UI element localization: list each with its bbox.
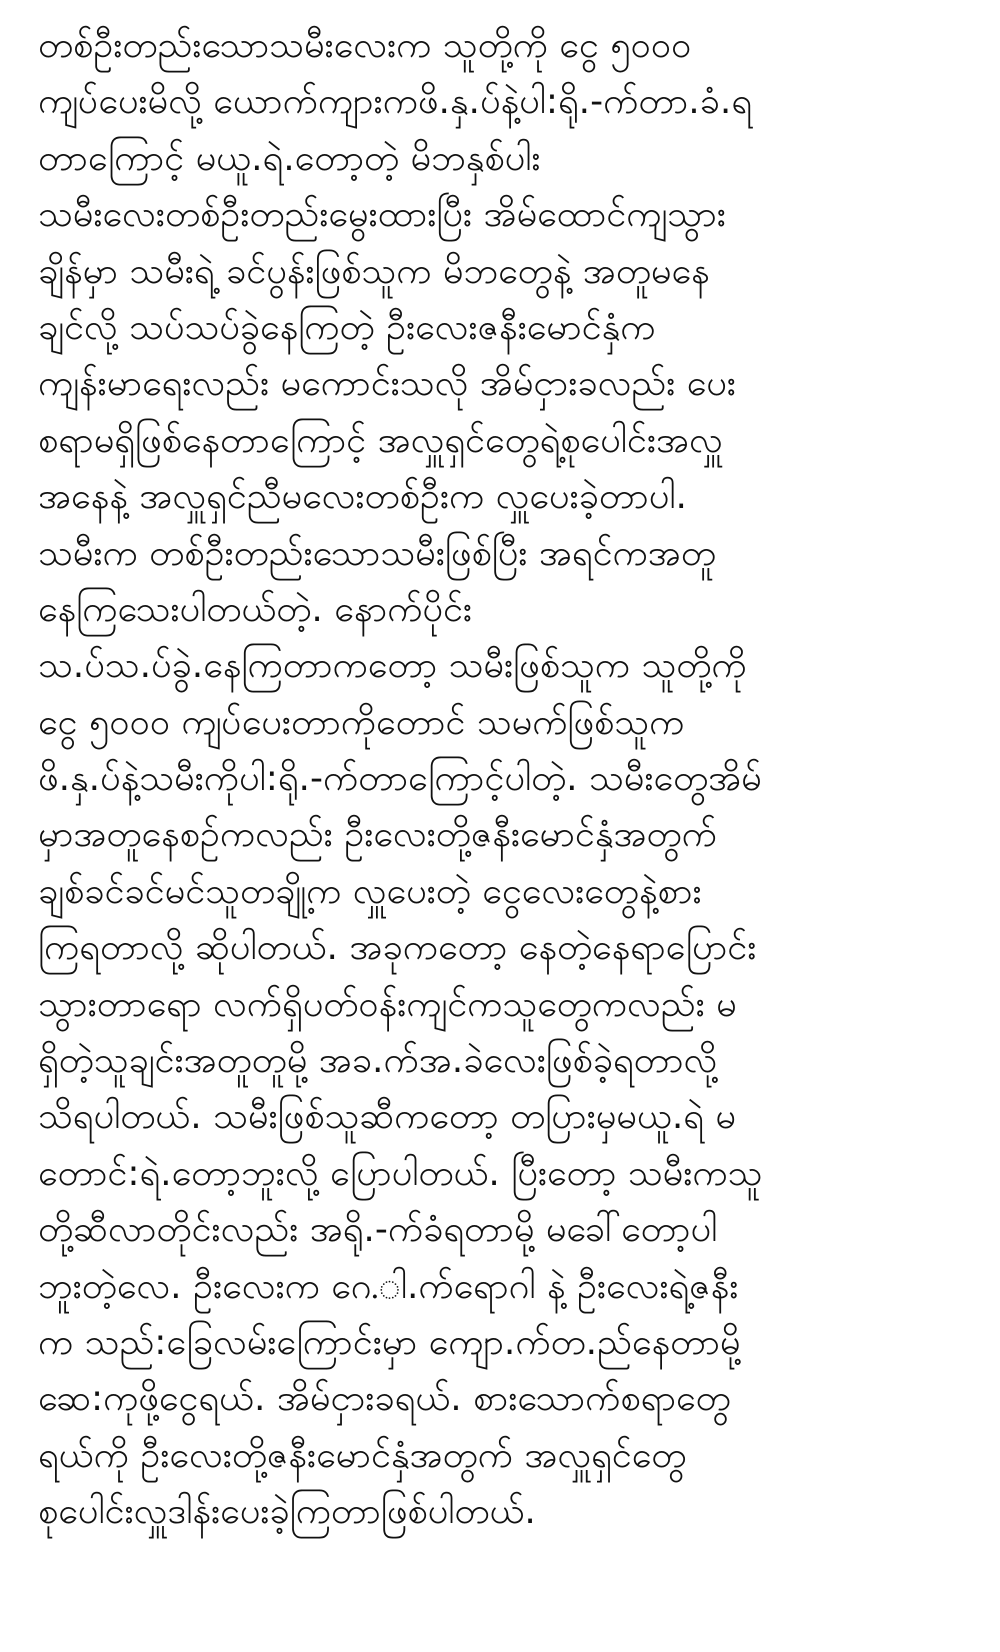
text-line: ကျန်းမာရေးလည်း မကောင်းသလို အိမ်ငှားခလည်း ပေး (38, 363, 736, 405)
text-line: ဘူးတဲ့လေ. ဦးလေးက ဂေ.ါ.က်ရောဂါ နဲ့ ဦးလေးရဲ့ဇနီး (38, 1265, 739, 1307)
text-line: ဆေ:ကုဖို့ငွေရယ်. အိမ်ငှားခရယ်. စားသောက်စရာတွေ (38, 1378, 731, 1420)
text-line: တို့ဆီလာတိုင်းလည်း အရို.-က်ခံရတာမို့ မခေါ်တော့ပါ (38, 1209, 718, 1251)
text-line: သမီးလေးတစ်ဦးတည်းမွေးထားပြီး အိမ်ထောင်ကျသွား (38, 194, 726, 236)
text-line: နေကြသေးပါတယ်တဲ့. နောက်ပိုင်း (38, 588, 473, 630)
text-line: ရှိတဲ့သူချင်းအတူတူမို့ အခ.က်အ.ခဲလေးဖြစ်ခဲ့ရတာလို့ (38, 1040, 718, 1082)
text-line: ရယ်ကို ဦးလေးတို့ဇနီးမောင်နှံအတွက် အလှူရှင်တွေ (38, 1434, 687, 1476)
text-line: တာကြောင့် မယူ.ရဲ.တော့တဲ့ မိဘနှစ်ပါး (38, 137, 541, 179)
text-line: ချစ်ခင်ခင်မင်သူတချို့က လှူပေးတဲ့ ငွေလေးတွေနဲ့စား (38, 870, 702, 912)
text-line: သမီးက တစ်ဦးတည်းသောသမီးဖြစ်ပြီး အရင်ကအတူ (38, 532, 716, 574)
text-line: ကျပ်ပေးမိလို့ ယောက်ကျားကဖိ.နှ.ပ်နဲ့ပါ:ရို.-က်တာ.ခံ.ရ (38, 81, 753, 123)
text-line: ချိန်မှာ သမီးရဲ့ ခင်ပွန်းဖြစ်သူက မိဘတွေနဲ့ အတူမနေ (38, 250, 710, 292)
text-line: စုပေါင်းလှူဒါန်းပေးခဲ့ကြတာဖြစ်ပါတယ်. (38, 1491, 536, 1533)
text-line: တစ်ဦးတည်းသောသမီးလေးက သူတို့ကို ငွေ ၅၀၀၀ (38, 25, 692, 66)
text-line: စရာမရှိဖြစ်နေတာကြောင့် အလှူရှင်တွေရဲ့စုပေါင်းအလှူ (38, 419, 723, 461)
text-line: ချင်လို့ သပ်သပ်ခွဲနေကြတဲ့ ဦးလေးဇနီးမောင်နှံက (38, 306, 656, 348)
text-line: မှာအတူနေစဥ်ကလည်း ဦးလေးတို့ဇနီးမောင်နှံအတွက် (38, 814, 717, 856)
text-line: ကြရတာလို့ ဆိုပါတယ်. အခုကတော့ နေတဲ့နေရာပြောင်း (38, 927, 757, 969)
text-line: က သည်:ခြေလမ်းကြောင်းမှာ ကျော.က်တ.ည်နေတာမို့ (38, 1321, 741, 1363)
text-line: အနေနဲ့ အလှူရှင်ညီမလေးတစ်ဦးက လှူပေးခဲ့တာပါ. (38, 476, 687, 518)
text-line: သ.ပ်သ.ပ်ခွဲ.နေကြတာကတော့ သမီးဖြစ်သူက သူတို့ကို (38, 645, 747, 687)
text-line: သွားတာရော လက်ရှိပတ်ဝန်းကျင်ကသူတွေကလည်း မ (38, 983, 737, 1025)
text-line: တောင်:ရဲ.တော့ဘူးလို့ ပြောပါတယ်. ပြီးတော့ သမီးကသူ (38, 1152, 763, 1194)
text-line: ငွေ ၅၀၀၀ ကျပ်ပေးတာကိုတောင် သမက်ဖြစ်သူက (38, 701, 685, 743)
text-line: ဖိ.နှ.ပ်နဲ့သမီးကိုပါ:ရို.-က်တာကြောင့်ပါတဲ့. သမီးတွေအိမ် (38, 758, 762, 800)
text-line: သိရပါတယ်. သမီးဖြစ်သူဆီကတော့ တပြားမှမယူ.ရဲ မ (38, 1096, 736, 1138)
